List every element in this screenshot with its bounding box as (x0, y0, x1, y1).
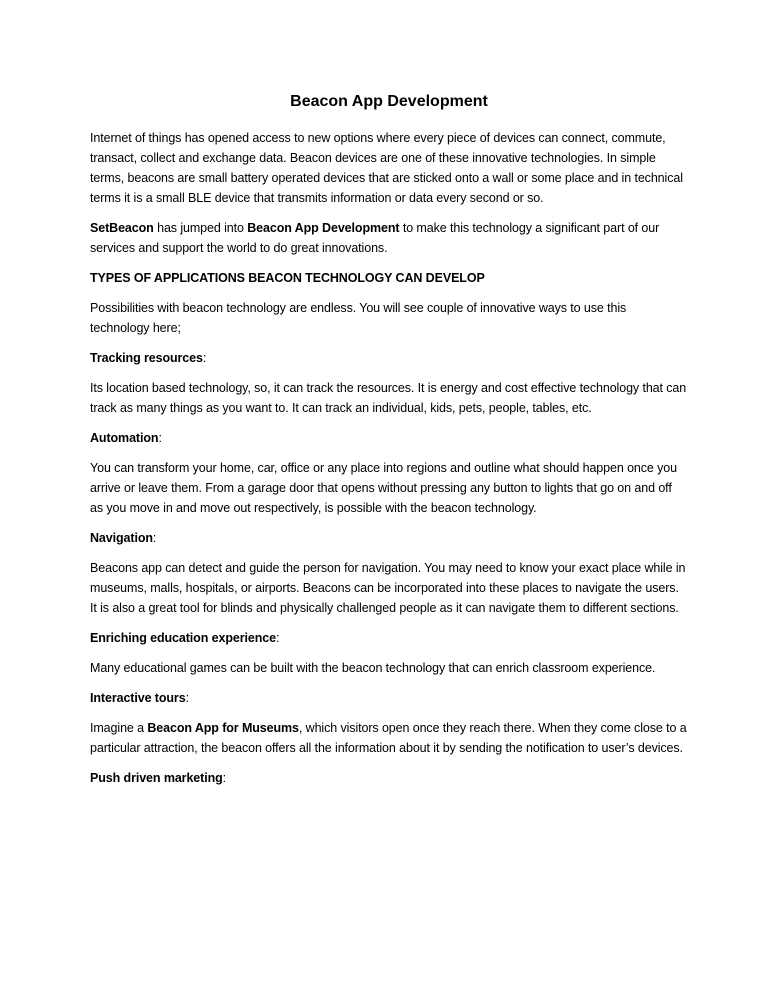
interactive-text-a: Imagine a (90, 721, 148, 735)
section-heading-colon: : (202, 351, 207, 365)
section-heading-colon: : (152, 531, 157, 545)
section-heading-text: Tracking resources (90, 351, 203, 365)
topic-bold: Beacon App Development (247, 221, 400, 235)
section-heading (90, 628, 688, 648)
interactive-bold: Beacon App for Museums (147, 721, 299, 735)
setbeacon-paragraph (90, 218, 688, 258)
section-body: Beacons app can detect and guide the person for navigation. You may need to know your exact place while in museums, malls, hospitals, or airports. Beacons can be incorporated into these places to navigate the users. It is also a great tool for blinds and physically challenged people as it can navigate them to different sections. (90, 561, 686, 615)
section-heading-colon: : (222, 771, 227, 785)
section-body: Many educational games can be built with the beacon technology that can enrich classroom experience. (90, 661, 656, 675)
section-body: Its location based technology, so, it can track the resources. It is energy and cost effective technology that can track as many things as you want to. It can track an individual, kids, pets, people, tables, etc. (90, 381, 687, 415)
section-heading (90, 348, 688, 368)
brand-name: SetBeacon (90, 221, 154, 235)
section-heading (90, 768, 688, 788)
setbeacon-text-b: to make this technology a significant part of our services and support the world to do great innovations. (90, 221, 660, 255)
section-heading-text: Automation (90, 431, 159, 445)
interactive-body (90, 718, 688, 758)
section-heading-text: Navigation (90, 531, 153, 545)
section-heading-text: Push driven marketing (90, 771, 223, 785)
section-heading-colon: : (158, 431, 162, 445)
section-heading (90, 428, 688, 448)
section-body: You can transform your home, car, office or any place into regions and outline what should happen once you arrive or leave them. From a garage door that opens without pressing any button to lights that go on and off as you move in and move out respectively, is possible with the beacon technology. (90, 461, 678, 515)
intro-paragraph: Internet of things has opened access to new options where every piece of devices can connect, commute, transact, collect and exchange data. Beacon devices are one of these innovative technologies. In simple terms, beacons are small battery operated devices that are sticked onto a wall or some place and in technical terms it is a small BLE device that transmits information or data every second or so. (90, 131, 683, 205)
section-heading-colon: : (185, 691, 189, 705)
section-heading (90, 528, 688, 548)
section-heading-colon: : (275, 631, 280, 645)
section-heading-text: Interactive tours (90, 691, 186, 705)
types-intro: Possibilities with beacon technology are endless. You will see couple of innovative ways to use this technology here; (90, 301, 627, 335)
interactive-text-b: , which visitors open once they reach there. When they come close to a particular attraction, the beacon offers all the information about it by sending the notification to user’s devices. (90, 721, 687, 755)
section-heading-text: Enriching education experience (90, 631, 276, 645)
page-title: Beacon App Development (290, 93, 488, 110)
section-heading (90, 688, 688, 708)
setbeacon-text-a: has jumped into (153, 221, 248, 235)
types-heading: TYPES OF APPLICATIONS BEACON TECHNOLOGY CAN DEVELOP (90, 271, 485, 285)
